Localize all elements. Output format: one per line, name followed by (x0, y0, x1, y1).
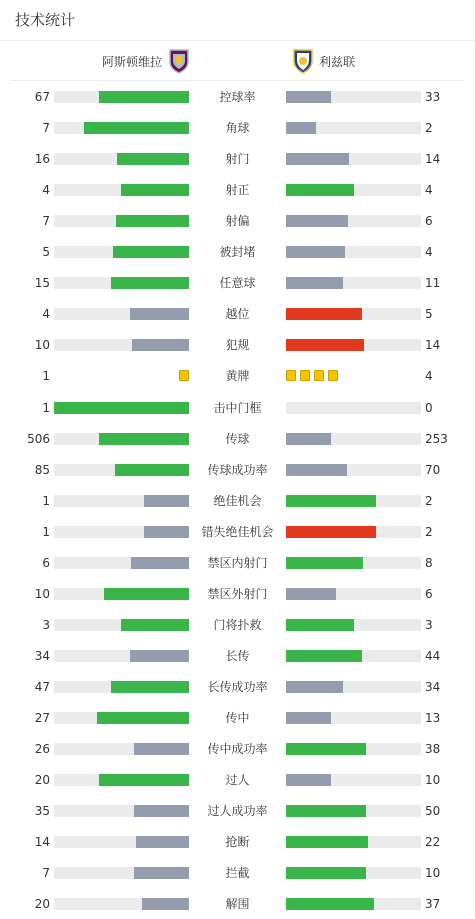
home-bar-track (54, 246, 189, 258)
away-value: 14 (425, 152, 441, 166)
away-bar-track (286, 588, 421, 600)
away-value: 22 (425, 835, 441, 849)
home-bar-fill (144, 495, 189, 507)
stat-label: 禁区外射门 (207, 587, 268, 601)
home-bar-track (54, 526, 189, 538)
home-value: 10 (34, 338, 50, 352)
away-bar-fill (286, 681, 343, 693)
away-value: 6 (425, 587, 433, 601)
away-value: 5 (425, 307, 433, 321)
away-value: 2 (425, 494, 433, 508)
away-bar-track (286, 619, 421, 631)
stat-row (0, 335, 475, 355)
away-bar-track (286, 805, 421, 817)
away-bar-track (286, 898, 421, 910)
home-value: 4 (42, 183, 50, 197)
away-value: 11 (425, 276, 441, 290)
section-title: 技术统计 (15, 11, 76, 29)
home-value: 506 (27, 432, 50, 446)
home-bar-track (54, 495, 189, 507)
stat-label: 击中门框 (213, 401, 262, 415)
away-bar-fill (286, 650, 362, 662)
away-bar-track (286, 681, 421, 693)
yellow-card-icon (179, 370, 189, 381)
stat-label: 错失绝佳机会 (201, 525, 274, 539)
away-bar-track (286, 215, 421, 227)
stat-label: 射门 (225, 152, 250, 166)
away-bar-track (286, 153, 421, 165)
stat-row (0, 398, 475, 418)
stat-label: 射偏 (225, 214, 250, 228)
stat-label: 黄牌 (225, 369, 250, 383)
away-value: 0 (425, 401, 433, 415)
away-bar-fill (286, 588, 336, 600)
home-bar-fill (99, 774, 189, 786)
away-bar-fill (286, 215, 348, 227)
home-bar-fill (99, 433, 189, 445)
stat-row (0, 180, 475, 200)
home-value: 1 (42, 369, 50, 383)
home-bar-fill (121, 619, 189, 631)
away-bar-fill (286, 339, 364, 351)
away-bar-fill (286, 464, 347, 476)
stat-label: 任意球 (219, 276, 256, 290)
home-value: 67 (34, 90, 50, 104)
stat-label: 过人 (225, 773, 250, 787)
away-bar-fill (286, 774, 331, 786)
away-value: 33 (425, 90, 441, 104)
away-bar-fill (286, 153, 349, 165)
home-bar-fill (116, 215, 189, 227)
away-bar-fill (286, 308, 362, 320)
away-value: 37 (425, 897, 441, 911)
away-bar-track (286, 402, 421, 414)
home-value: 35 (34, 804, 50, 818)
home-value: 27 (34, 711, 50, 725)
away-value: 3 (425, 618, 433, 632)
home-bar-track (54, 650, 189, 662)
home-bar-track (54, 588, 189, 600)
home-bar-fill (132, 339, 189, 351)
home-bar-track (54, 836, 189, 848)
yellow-card-icon (314, 370, 324, 381)
away-bar-track (286, 277, 421, 289)
away-bar-fill (286, 743, 366, 755)
stat-label: 拦截 (225, 866, 250, 880)
home-bar-fill (113, 246, 189, 258)
stat-label: 被封堵 (219, 245, 256, 259)
away-yellow-cards (286, 370, 421, 382)
home-bar-fill (142, 898, 189, 910)
stat-row (0, 739, 475, 759)
away-value: 44 (425, 649, 441, 663)
home-bar-track (54, 743, 189, 755)
home-bar-track (54, 402, 189, 414)
away-bar-fill (286, 246, 345, 258)
away-bar-track (286, 246, 421, 258)
stat-row (0, 211, 475, 231)
home-team-header[interactable] (102, 46, 190, 76)
home-value: 20 (34, 773, 50, 787)
divider (0, 40, 475, 41)
stat-row (0, 304, 475, 324)
home-value: 4 (42, 307, 50, 321)
stat-row (0, 118, 475, 138)
away-bar-track (286, 184, 421, 196)
home-bar-track (54, 712, 189, 724)
home-bar-fill (134, 867, 189, 879)
stat-row (0, 491, 475, 511)
stat-row (0, 708, 475, 728)
divider (10, 80, 465, 81)
stat-label: 门将扑救 (213, 618, 262, 632)
away-bar-track (286, 339, 421, 351)
yellow-card-icon (328, 370, 338, 381)
stat-row (0, 863, 475, 883)
away-value: 10 (425, 773, 441, 787)
home-value: 1 (42, 525, 50, 539)
home-value: 1 (42, 494, 50, 508)
home-value: 16 (34, 152, 50, 166)
away-bar-fill (286, 836, 368, 848)
away-value: 6 (425, 214, 433, 228)
home-bar-fill (144, 526, 189, 538)
away-bar-track (286, 464, 421, 476)
away-bar-track (286, 91, 421, 103)
stat-label: 传球 (225, 432, 250, 446)
away-bar-fill (286, 277, 343, 289)
home-bar-track (54, 215, 189, 227)
home-bar-track (54, 464, 189, 476)
stat-row (0, 584, 475, 604)
away-bar-fill (286, 557, 363, 569)
stat-row (0, 522, 475, 542)
away-value: 14 (425, 338, 441, 352)
stat-label: 传中成功率 (207, 742, 268, 756)
home-bar-fill (136, 836, 189, 848)
stat-row (0, 677, 475, 697)
home-bar-track (54, 277, 189, 289)
stat-label: 射正 (225, 183, 250, 197)
home-bar-fill (121, 184, 189, 196)
home-bar-track (54, 433, 189, 445)
away-value: 8 (425, 556, 433, 570)
home-bar-fill (131, 557, 189, 569)
away-bar-fill (286, 619, 354, 631)
home-bar-track (54, 122, 189, 134)
stat-label: 抢断 (225, 835, 250, 849)
stat-label: 角球 (225, 121, 250, 135)
stat-row (0, 832, 475, 852)
away-bar-track (286, 433, 421, 445)
away-bar-fill (286, 805, 366, 817)
home-bar-fill (130, 308, 189, 320)
away-bar-track (286, 526, 421, 538)
away-bar-fill (286, 495, 376, 507)
home-value: 34 (34, 649, 50, 663)
away-bar-track (286, 495, 421, 507)
home-bar-fill (115, 464, 189, 476)
away-team-name: 利兹联 (319, 54, 356, 69)
away-value: 13 (425, 711, 441, 725)
away-bar-fill (286, 122, 316, 134)
home-bar-track (54, 308, 189, 320)
away-bar-track (286, 867, 421, 879)
home-bar-fill (111, 681, 189, 693)
stat-label: 越位 (225, 307, 250, 321)
stat-row (0, 429, 475, 449)
home-bar-track (54, 681, 189, 693)
home-value: 10 (34, 587, 50, 601)
aston-villa-crest-icon (168, 48, 190, 74)
home-bar-track (54, 339, 189, 351)
home-yellow-cards (54, 370, 189, 382)
home-team-name: 阿斯顿维拉 (102, 54, 163, 69)
away-bar-fill (286, 898, 374, 910)
home-value: 7 (42, 866, 50, 880)
away-bar-fill (286, 712, 331, 724)
home-value: 47 (34, 680, 50, 694)
away-value: 2 (425, 525, 433, 539)
home-value: 85 (34, 463, 50, 477)
away-bar-track (286, 122, 421, 134)
home-value: 14 (34, 835, 50, 849)
stat-row (0, 553, 475, 573)
home-value: 3 (42, 618, 50, 632)
stat-label: 控球率 (219, 90, 256, 104)
stat-label: 传球成功率 (207, 463, 268, 477)
home-bar-track (54, 774, 189, 786)
away-bar-fill (286, 91, 331, 103)
away-bar-fill (286, 433, 331, 445)
away-value: 253 (425, 432, 448, 446)
away-team-header[interactable] (292, 46, 355, 76)
stat-label: 长传成功率 (207, 680, 268, 694)
home-bar-track (54, 805, 189, 817)
stat-row (0, 87, 475, 107)
home-bar-fill (134, 805, 189, 817)
away-value: 70 (425, 463, 441, 477)
home-bar-fill (134, 743, 189, 755)
away-value: 10 (425, 866, 441, 880)
away-bar-track (286, 557, 421, 569)
stat-row (0, 801, 475, 821)
away-value: 4 (425, 245, 433, 259)
stat-label: 解围 (225, 897, 250, 911)
home-value: 6 (42, 556, 50, 570)
home-bar-fill (104, 588, 189, 600)
stat-row (0, 273, 475, 293)
home-value: 26 (34, 742, 50, 756)
home-value: 1 (42, 401, 50, 415)
home-value: 7 (42, 214, 50, 228)
leeds-united-crest-icon (292, 48, 314, 74)
stat-row (0, 366, 475, 386)
stat-row (0, 242, 475, 262)
home-bar-track (54, 557, 189, 569)
home-bar-fill (84, 122, 189, 134)
home-bar-fill (54, 402, 189, 414)
away-bar-track (286, 774, 421, 786)
home-bar-fill (99, 91, 189, 103)
stat-row (0, 770, 475, 790)
home-bar-fill (97, 712, 189, 724)
stat-label: 犯规 (225, 338, 250, 352)
home-bar-fill (111, 277, 189, 289)
home-value: 20 (34, 897, 50, 911)
stat-label: 绝佳机会 (213, 494, 262, 508)
away-value: 50 (425, 804, 441, 818)
stat-label: 传中 (225, 711, 250, 725)
stat-row (0, 149, 475, 169)
stat-row (0, 460, 475, 480)
home-value: 15 (34, 276, 50, 290)
away-value: 34 (425, 680, 441, 694)
home-bar-track (54, 91, 189, 103)
stat-row (0, 646, 475, 666)
home-bar-track (54, 867, 189, 879)
away-bar-track (286, 712, 421, 724)
stat-label: 长传 (225, 649, 250, 663)
home-bar-track (54, 184, 189, 196)
away-value: 2 (425, 121, 433, 135)
yellow-card-icon (300, 370, 310, 381)
stat-row (0, 615, 475, 635)
home-bar-fill (117, 153, 189, 165)
away-bar-fill (286, 867, 366, 879)
away-value: 4 (425, 183, 433, 197)
away-bar-fill (286, 184, 354, 196)
stat-label: 禁区内射门 (207, 556, 268, 570)
away-bar-track (286, 743, 421, 755)
home-bar-fill (130, 650, 189, 662)
away-bar-track (286, 308, 421, 320)
away-bar-track (286, 836, 421, 848)
home-bar-track (54, 153, 189, 165)
away-bar-fill (286, 526, 376, 538)
away-value: 38 (425, 742, 441, 756)
home-value: 5 (42, 245, 50, 259)
home-bar-track (54, 898, 189, 910)
stat-row (0, 894, 475, 914)
yellow-card-icon (286, 370, 296, 381)
away-value: 4 (425, 369, 433, 383)
away-bar-track (286, 650, 421, 662)
home-bar-track (54, 619, 189, 631)
stat-label: 过人成功率 (207, 804, 268, 818)
home-value: 7 (42, 121, 50, 135)
